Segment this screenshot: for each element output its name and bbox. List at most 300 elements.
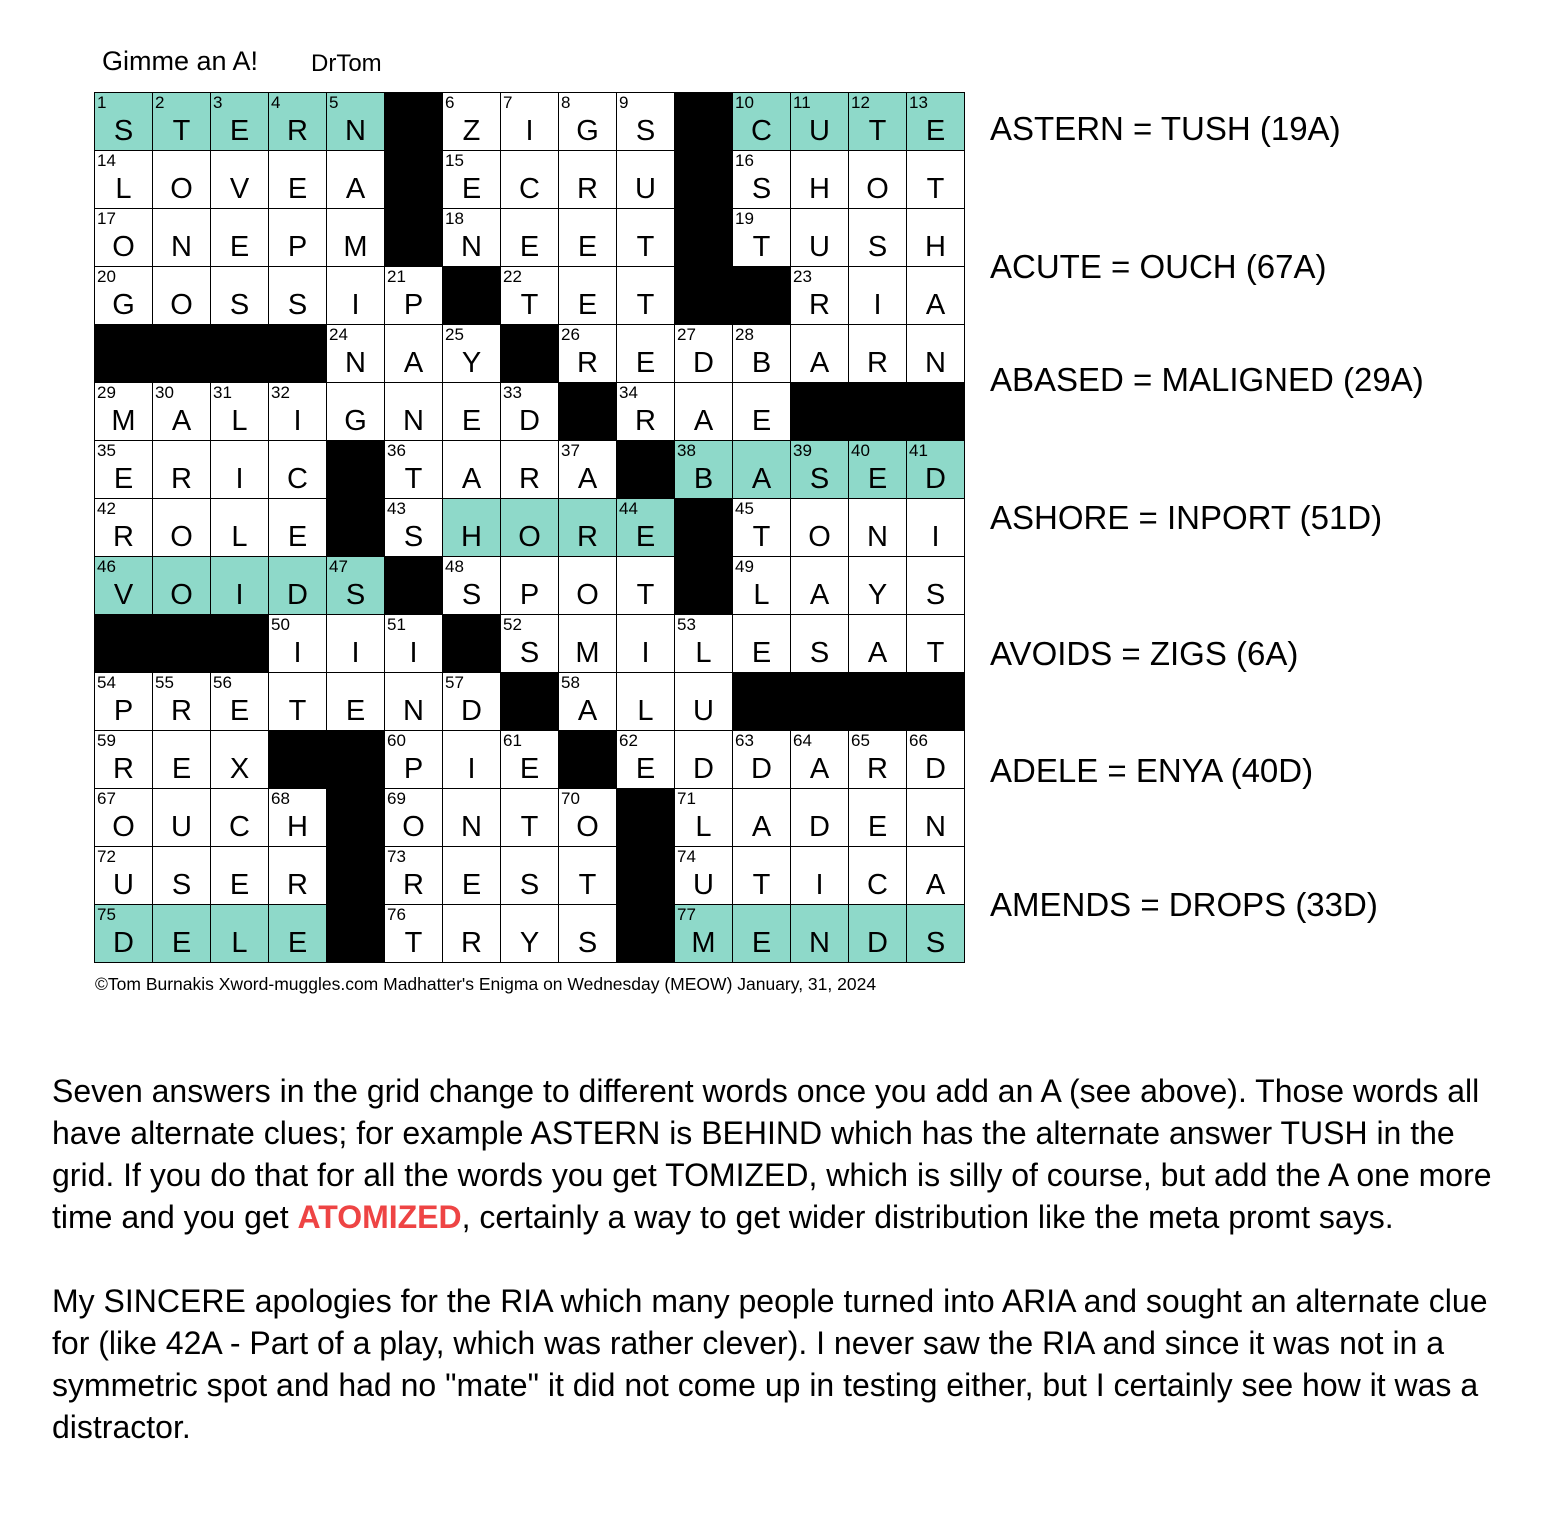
clue-number: 46 <box>97 557 116 576</box>
cell-letter: E <box>461 405 482 437</box>
grid-cell <box>385 499 443 557</box>
grid-cell <box>559 499 617 557</box>
grid-cell <box>559 209 617 267</box>
clue-number: 18 <box>445 209 464 228</box>
equation-1: ASTERN = TUSH (19A) <box>990 110 1341 147</box>
grid-cell <box>153 731 211 789</box>
black-square <box>443 615 501 673</box>
grid-cell <box>211 267 269 325</box>
cell-letter: R <box>867 753 888 785</box>
grid-cell <box>211 905 269 963</box>
cell-letter: T <box>926 173 945 205</box>
cell-letter: A <box>461 463 482 495</box>
cell-letter: N <box>403 405 424 437</box>
cell-letter: L <box>637 695 654 727</box>
grid-cell <box>443 499 501 557</box>
answer-highlight: ATOMIZED <box>297 1199 462 1235</box>
grid-cell <box>907 325 965 383</box>
cell-letter: N <box>461 231 482 263</box>
grid-cell <box>153 557 211 615</box>
grid-cell <box>675 731 733 789</box>
explanation-paragraph-2: My SINCERE apologies for the RIA which many people turned into ARIA and sought an alternate clue for (like 42A - Part of a play, which was rather clever). I never saw the RIA and since it was not in a symmetric spot and had no "mate" it did not come up in testing either, but I certainly see how it was a distractor. <box>52 1283 1488 1445</box>
grid-cell <box>791 441 849 499</box>
cell-letter: V <box>229 173 250 205</box>
cell-letter: C <box>751 115 772 147</box>
clue-number: 59 <box>97 731 116 750</box>
grid-cell <box>443 847 501 905</box>
cell-letter: S <box>809 637 830 669</box>
cell-letter: A <box>809 347 830 379</box>
grid-cell <box>849 209 907 267</box>
grid-cell <box>385 383 443 441</box>
cell-letter: R <box>287 869 308 901</box>
cell-letter: H <box>461 521 482 553</box>
clue-number: 64 <box>793 731 812 750</box>
grid-cell <box>617 267 675 325</box>
grid-cell <box>327 673 385 731</box>
grid-cell <box>617 325 675 383</box>
cell-letter: U <box>693 695 714 727</box>
cell-letter: D <box>751 753 772 785</box>
clue-number: 71 <box>677 789 696 808</box>
black-square <box>211 615 269 673</box>
grid-cell <box>501 731 559 789</box>
cell-letter: C <box>867 869 888 901</box>
cell-letter: R <box>577 347 598 379</box>
grid-cell <box>907 499 965 557</box>
grid-cell <box>95 383 153 441</box>
grid-cell <box>791 847 849 905</box>
cell-letter: M <box>575 637 600 669</box>
grid-cell <box>559 441 617 499</box>
black-square <box>675 151 733 209</box>
cell-letter: E <box>229 115 250 147</box>
cell-letter: E <box>751 405 772 437</box>
clue-number: 49 <box>735 557 754 576</box>
cell-letter: G <box>344 405 367 437</box>
equation-5: AVOIDS = ZIGS (6A) <box>990 635 1299 672</box>
cell-letter: T <box>520 289 539 321</box>
clue-number: 69 <box>387 789 406 808</box>
grid-cell <box>733 383 791 441</box>
clue-number: 40 <box>851 441 870 460</box>
grid-cell <box>733 151 791 209</box>
cell-letter: O <box>112 811 135 843</box>
grid-cell <box>95 731 153 789</box>
cell-letter: E <box>577 231 598 263</box>
cell-letter: M <box>343 231 368 263</box>
grid-cell <box>849 441 907 499</box>
cell-letter: R <box>461 927 482 959</box>
grid-cell <box>907 267 965 325</box>
clue-number: 70 <box>561 789 580 808</box>
grid-cell <box>385 905 443 963</box>
grid-cell <box>443 673 501 731</box>
grid-cell <box>849 325 907 383</box>
cell-letter: S <box>809 463 830 495</box>
grid-cell <box>501 383 559 441</box>
cell-letter: O <box>170 173 193 205</box>
black-square <box>153 615 211 673</box>
grid-cell <box>849 93 907 151</box>
grid-cell <box>501 93 559 151</box>
grid-cell <box>211 789 269 847</box>
grid-cell <box>501 557 559 615</box>
cell-letter: O <box>402 811 425 843</box>
grid-cell <box>791 905 849 963</box>
clue-number: 48 <box>445 557 464 576</box>
grid-cell <box>211 499 269 557</box>
clue-number: 58 <box>561 673 580 692</box>
clue-number: 33 <box>503 383 522 402</box>
black-square <box>385 209 443 267</box>
cell-letter: S <box>403 521 424 553</box>
grid-cell <box>95 673 153 731</box>
grid-cell <box>501 615 559 673</box>
cell-letter: E <box>287 521 308 553</box>
cell-letter: H <box>925 231 946 263</box>
black-square <box>327 441 385 499</box>
cell-letter: I <box>409 637 418 669</box>
grid-cell <box>385 673 443 731</box>
grid-cell <box>153 847 211 905</box>
black-square <box>675 499 733 557</box>
grid-cell <box>791 499 849 557</box>
clue-number: 73 <box>387 847 406 866</box>
clue-number: 51 <box>387 615 406 634</box>
black-square <box>443 267 501 325</box>
grid-cell <box>907 93 965 151</box>
cell-letter: A <box>925 289 946 321</box>
cell-letter: L <box>231 405 248 437</box>
grid-cell <box>791 93 849 151</box>
cell-letter: O <box>170 521 193 553</box>
clue-number: 5 <box>329 93 339 112</box>
cell-letter: P <box>403 753 424 785</box>
black-square <box>559 383 617 441</box>
clue-number: 72 <box>97 847 116 866</box>
grid-cell <box>269 905 327 963</box>
grid-cell <box>733 325 791 383</box>
grid-cell <box>211 847 269 905</box>
grid-cell <box>791 731 849 789</box>
cell-letter: R <box>403 869 424 901</box>
equation-3: ABASED = MALIGNED (29A) <box>990 361 1424 398</box>
cell-letter: U <box>693 869 714 901</box>
cell-letter: V <box>113 579 134 611</box>
black-square <box>95 325 153 383</box>
cell-letter: A <box>693 405 714 437</box>
clue-number: 24 <box>329 325 348 344</box>
clue-number: 11 <box>793 93 811 112</box>
cell-letter: E <box>461 869 482 901</box>
grid-cell <box>791 267 849 325</box>
grid-cell <box>327 151 385 209</box>
black-square <box>733 267 791 325</box>
grid-cell <box>559 847 617 905</box>
grid-cell <box>675 789 733 847</box>
grid-cell <box>791 151 849 209</box>
cell-letter: I <box>931 521 940 553</box>
explanation <box>52 1070 1492 1490</box>
cell-letter: U <box>809 231 830 263</box>
clue-number: 17 <box>97 209 116 228</box>
cell-letter: S <box>113 115 134 147</box>
grid-cell <box>385 325 443 383</box>
clue-number: 16 <box>735 151 754 170</box>
clue-number: 34 <box>619 383 638 402</box>
cell-letter: O <box>170 579 193 611</box>
cell-letter: Y <box>867 579 888 611</box>
equation-2: ACUTE = OUCH (67A) <box>990 248 1327 285</box>
grid-cell <box>675 383 733 441</box>
cell-letter: S <box>577 927 598 959</box>
cell-letter: C <box>287 463 308 495</box>
grid-cell <box>849 789 907 847</box>
grid-cell <box>675 673 733 731</box>
grid-cell <box>501 151 559 209</box>
cell-letter: N <box>345 347 366 379</box>
grid-cell <box>153 209 211 267</box>
clue-number: 39 <box>793 441 812 460</box>
grid-cell <box>269 383 327 441</box>
cell-letter: T <box>752 869 771 901</box>
cell-letter: R <box>113 753 134 785</box>
black-square <box>907 673 965 731</box>
clue-number: 42 <box>97 499 116 518</box>
cell-letter: G <box>576 115 599 147</box>
cell-letter: I <box>293 637 302 669</box>
grid-cell <box>617 209 675 267</box>
black-square <box>269 325 327 383</box>
clue-number: 76 <box>387 905 406 924</box>
cell-letter: N <box>171 231 192 263</box>
grid-cell <box>849 499 907 557</box>
clue-number: 25 <box>445 325 464 344</box>
cell-letter: O <box>112 231 135 263</box>
grid-cell <box>617 151 675 209</box>
black-square <box>327 731 385 789</box>
clue-number: 26 <box>561 325 580 344</box>
grid-cell <box>385 731 443 789</box>
cell-letter: E <box>287 927 308 959</box>
clue-number: 29 <box>97 383 116 402</box>
cell-letter: E <box>751 637 772 669</box>
grid-cell <box>153 441 211 499</box>
puzzle-author: DrTom <box>311 50 382 77</box>
grid-cell <box>617 731 675 789</box>
grid-cell <box>907 557 965 615</box>
clue-number: 47 <box>329 557 348 576</box>
clue-number: 20 <box>97 267 116 286</box>
cell-letter: A <box>925 869 946 901</box>
cell-letter: N <box>345 115 366 147</box>
grid-cell <box>95 209 153 267</box>
cell-letter: D <box>925 753 946 785</box>
grid-cell <box>791 615 849 673</box>
cell-letter: E <box>635 753 656 785</box>
clue-number: 23 <box>793 267 812 286</box>
grid-cell <box>791 209 849 267</box>
cell-letter: S <box>345 579 366 611</box>
grid-cell <box>733 847 791 905</box>
cell-letter: N <box>925 347 946 379</box>
clue-number: 14 <box>97 151 116 170</box>
grid-cell <box>501 441 559 499</box>
black-square <box>95 615 153 673</box>
cell-letter: I <box>873 289 882 321</box>
grid-cell <box>95 151 153 209</box>
cell-letter: R <box>809 289 830 321</box>
cell-letter: D <box>113 927 134 959</box>
cell-letter: N <box>867 521 888 553</box>
cell-letter: L <box>231 927 248 959</box>
grid-cell <box>327 557 385 615</box>
clue-number: 6 <box>445 93 455 112</box>
clue-number: 28 <box>735 325 754 344</box>
cell-letter: A <box>577 695 598 727</box>
grid-cell <box>211 209 269 267</box>
grid-cell <box>211 731 269 789</box>
cell-letter: T <box>404 927 423 959</box>
cell-letter: T <box>752 231 771 263</box>
black-square <box>617 441 675 499</box>
clue-number: 4 <box>271 93 281 112</box>
cell-letter: M <box>111 405 136 437</box>
clue-number: 9 <box>619 93 629 112</box>
grid-cell <box>501 499 559 557</box>
clue-number: 41 <box>909 441 928 460</box>
explanation-paragraph-1 <box>52 1070 1492 1238</box>
black-square <box>385 151 443 209</box>
cell-letter: A <box>751 463 772 495</box>
cell-letter: O <box>170 289 193 321</box>
cell-letter: R <box>113 521 134 553</box>
cell-letter: E <box>635 521 656 553</box>
black-square <box>327 789 385 847</box>
cell-letter: E <box>867 811 888 843</box>
cell-letter: D <box>867 927 888 959</box>
clue-number: 15 <box>445 151 464 170</box>
clue-number: 13 <box>909 93 928 112</box>
grid-cell <box>907 847 965 905</box>
cell-letter: T <box>636 579 655 611</box>
grid-cell <box>269 673 327 731</box>
cell-letter: G <box>112 289 135 321</box>
cell-letter: R <box>635 405 656 437</box>
cell-letter: E <box>577 289 598 321</box>
clue-number: 54 <box>97 673 116 692</box>
cell-letter: B <box>693 463 714 495</box>
grid-cell <box>907 615 965 673</box>
cell-letter: I <box>641 637 650 669</box>
clue-number: 50 <box>271 615 290 634</box>
grid-cell <box>559 615 617 673</box>
clue-number: 37 <box>561 441 580 460</box>
grid-cell <box>733 441 791 499</box>
cell-letter: A <box>403 347 424 379</box>
black-square <box>791 673 849 731</box>
cell-letter: X <box>229 753 250 785</box>
grid-cell <box>733 789 791 847</box>
cell-letter: T <box>404 463 423 495</box>
cell-letter: I <box>525 115 534 147</box>
clue-number: 68 <box>271 789 290 808</box>
grid-cell <box>153 673 211 731</box>
cell-letter: D <box>287 579 308 611</box>
clue-number: 60 <box>387 731 406 750</box>
cell-letter: T <box>578 869 597 901</box>
clue-number: 53 <box>677 615 696 634</box>
cell-letter: S <box>925 579 946 611</box>
cell-letter: R <box>577 521 598 553</box>
grid-cell <box>153 93 211 151</box>
grid-cell <box>733 905 791 963</box>
grid-cell <box>443 905 501 963</box>
cell-letter: R <box>171 463 192 495</box>
grid-cell <box>211 441 269 499</box>
cell-letter: S <box>171 869 192 901</box>
grid-cell <box>675 615 733 673</box>
grid-cell <box>733 209 791 267</box>
black-square <box>501 673 559 731</box>
grid-cell <box>617 383 675 441</box>
cell-letter: L <box>695 637 712 669</box>
cell-letter: Y <box>461 347 482 379</box>
black-square <box>211 325 269 383</box>
grid-cell <box>617 93 675 151</box>
clue-number: 74 <box>677 847 696 866</box>
puzzle-title: Gimme an A! <box>102 46 259 76</box>
cell-letter: I <box>235 463 244 495</box>
grid-cell <box>791 789 849 847</box>
clue-number: 1 <box>97 93 107 112</box>
cell-letter: E <box>229 231 250 263</box>
grid-cell <box>269 441 327 499</box>
cell-letter: O <box>576 579 599 611</box>
cell-letter: E <box>287 173 308 205</box>
grid-cell <box>617 557 675 615</box>
equation-4: ASHORE = INPORT (51D) <box>990 499 1383 536</box>
black-square <box>385 557 443 615</box>
cell-letter: I <box>351 289 360 321</box>
grid-cell <box>95 93 153 151</box>
cell-letter: E <box>229 695 250 727</box>
grid-cell <box>211 151 269 209</box>
grid-cell <box>95 789 153 847</box>
black-square <box>849 383 907 441</box>
grid-cell <box>153 151 211 209</box>
grid-cell <box>849 905 907 963</box>
black-square <box>617 905 675 963</box>
cell-letter: E <box>229 869 250 901</box>
grid-cell <box>907 789 965 847</box>
grid-cell <box>269 151 327 209</box>
grid-cell <box>675 905 733 963</box>
cell-letter: E <box>171 753 192 785</box>
grid-cell <box>907 441 965 499</box>
cell-letter: L <box>115 173 132 205</box>
grid-cell <box>907 209 965 267</box>
black-square <box>617 789 675 847</box>
grid-cell <box>849 267 907 325</box>
clue-number: 7 <box>503 93 513 112</box>
grid-cell <box>269 93 327 151</box>
cell-letter: A <box>809 579 830 611</box>
cell-letter: S <box>229 289 250 321</box>
clue-number: 44 <box>619 499 638 518</box>
cell-letter: I <box>815 869 824 901</box>
